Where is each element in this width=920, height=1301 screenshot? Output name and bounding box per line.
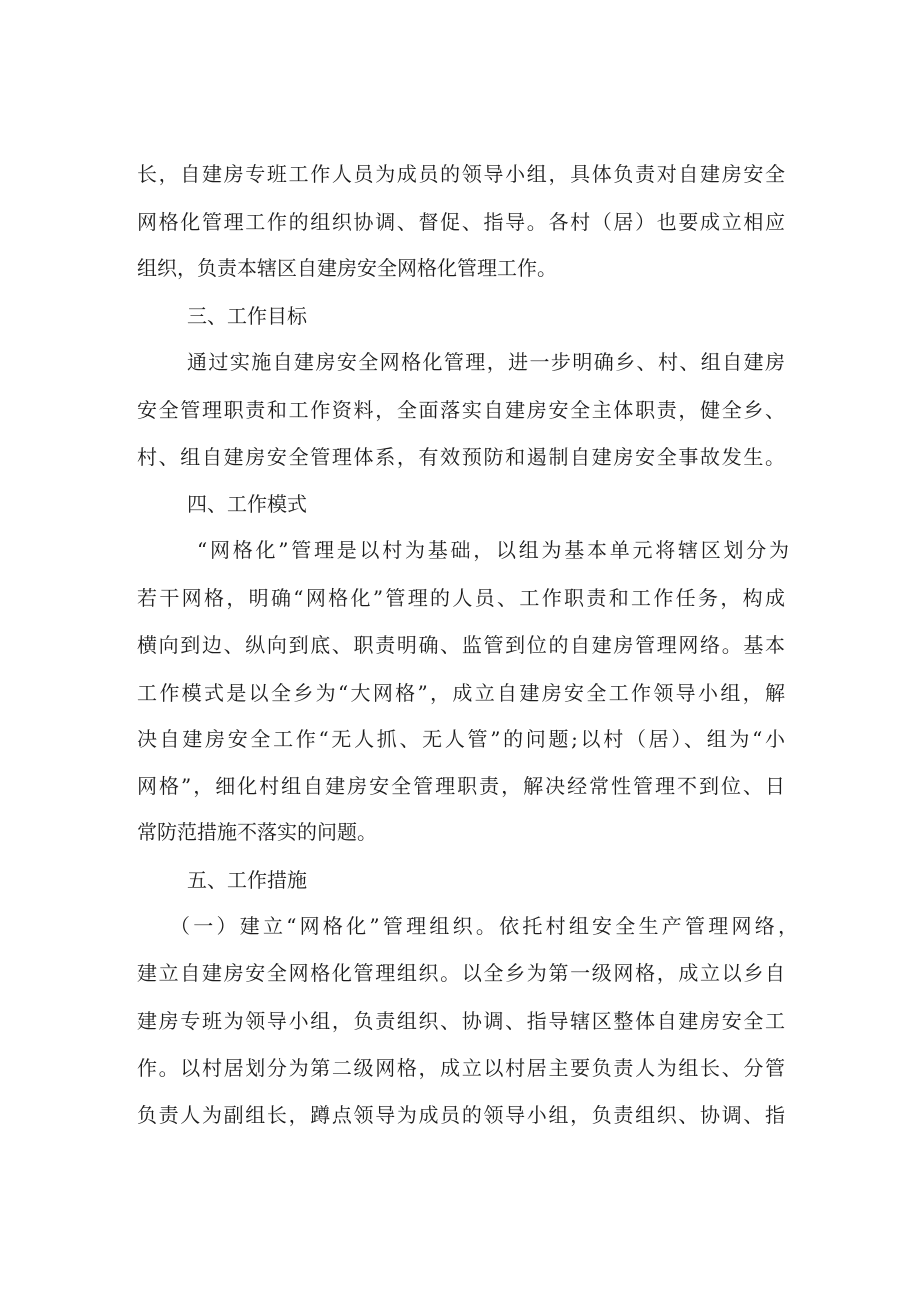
paragraph-line — [0, 673, 920, 713]
line-text: 安全管理职责和工作资料，全面落实自建房安全主体职责，健全乡、 — [137, 398, 785, 422]
line-text: “网格化”管理是以村为基础，以组为基本单元将辖区划分为 — [197, 538, 789, 562]
line-text: 长，自建房专班工作人员为成员的领导小组，具体负责对自建房安全 — [137, 162, 785, 186]
line-text: 建立自建房安全网格化管理组织。以全乡为第一级网格，成立以乡自 — [137, 961, 785, 985]
paragraph-line — [0, 1095, 920, 1135]
paragraph-line — [0, 953, 920, 993]
paragraph-line — [0, 766, 920, 806]
line-text: 建房专班为领导小组，负责组织、协调、指导辖区整体自建房安全工 — [137, 1009, 785, 1033]
line-text: 决自建房安全工作“无人抓、无人管”的问题;以村（居）、组为“小 — [137, 727, 785, 751]
line-text: 村、组自建房安全管理体系，有效预防和遏制自建房安全事故发生。 — [137, 445, 785, 469]
paragraph-line — [0, 578, 920, 618]
line-text: （一）建立“网格化”管理组织。依托村组安全生产管理网络， — [170, 914, 798, 938]
line-text: 横向到边、纵向到底、职责明确、监管到位的自建房管理网络。基本 — [137, 633, 785, 657]
paragraph-line — [0, 390, 920, 430]
paragraph-line — [0, 1001, 920, 1041]
section-heading — [0, 860, 920, 900]
heading-text: 四、工作模式 — [187, 492, 307, 516]
paragraph-line — [0, 906, 920, 946]
section-heading — [0, 484, 920, 524]
line-text: 通过实施自建房安全网格化管理，进一步明确乡、村、组自建房 — [187, 350, 785, 374]
line-text: 组织，负责本辖区自建房安全网格化管理工作。 — [137, 256, 557, 280]
heading-text: 三、工作目标 — [187, 304, 307, 328]
line-text: 常防范措施不落实的问题。 — [137, 820, 377, 844]
paragraph-line — [0, 437, 920, 477]
line-text: 工作模式是以全乡为“大网格”，成立自建房安全工作领导小组，解 — [137, 681, 785, 705]
line-text: 负责人为副组长，蹲点领导为成员的领导小组，负责组织、协调、指 — [137, 1103, 785, 1127]
paragraph-line — [0, 625, 920, 665]
section-heading — [0, 296, 920, 336]
paragraph-line — [0, 1048, 920, 1088]
line-text: 若干网格，明确“网格化”管理的人员、工作职责和工作任务，构成 — [137, 586, 785, 610]
line-text: 网格”，细化村组自建房安全管理职责，解决经常性管理不到位、日 — [137, 774, 785, 798]
paragraph-line — [0, 719, 920, 759]
line-text: 作。以村居划分为第二级网格，成立以村居主要负责人为组长、分管 — [137, 1056, 785, 1080]
line-text: 网格化管理工作的组织协调、督促、指导。各村（居）也要成立相应 — [137, 210, 785, 234]
paragraph-line — [0, 342, 920, 382]
heading-text: 五、工作措施 — [187, 868, 307, 892]
paragraph-line — [0, 202, 920, 242]
paragraph-line — [0, 812, 920, 852]
paragraph-line — [0, 248, 920, 288]
paragraph-line — [0, 154, 920, 194]
paragraph-line — [0, 530, 920, 570]
